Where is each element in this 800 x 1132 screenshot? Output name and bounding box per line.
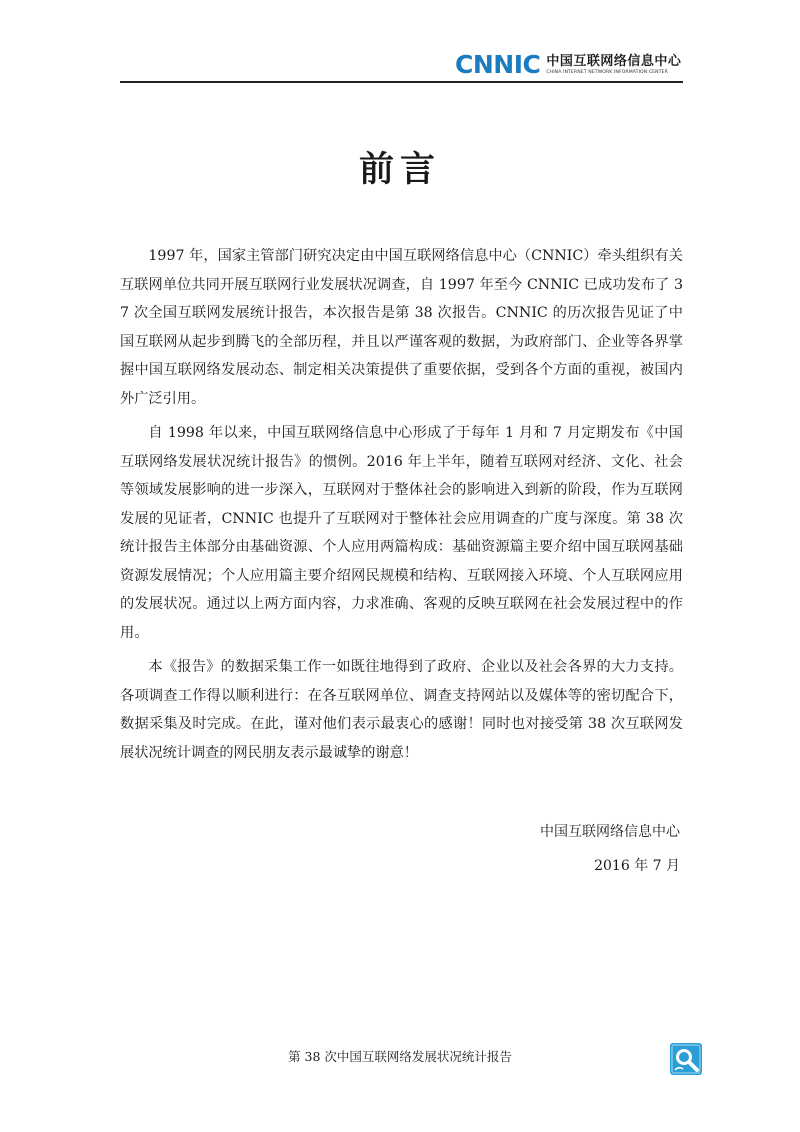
brand-text — [546, 54, 681, 76]
brand-mark-prefix: CNN — [455, 50, 514, 79]
header-divider — [120, 81, 683, 83]
signature-block — [540, 815, 680, 883]
brand-mark-suffix: IC — [513, 50, 541, 79]
page-title: 前言 — [358, 149, 441, 190]
paragraph-3: 本《报告》的数据采集工作一如既往地得到了政府、企业以及社会各界的大力支持。各项调查工作得以顺利进行：在各互联网单位、调查支持网站以及媒体等的密切配合下，数据采集及时完成。在此，谨对他们表示最衷心的感谢！同时也对接受第 38 次互联网发展状况统计调查的网民朋友表示最诚挚的谢意！ — [120, 659, 683, 761]
footer-report-title: 第 38 次中国互联网络发展状况统计报告 — [288, 1049, 512, 1064]
paragraph-1: 1997 年，国家主管部门研究决定由中国互联网络信息中心（CNNIC）牵头组织有关互联网单位共同开展互联网行业发展状况调查，自 1997 年至今 CNNIC 已成功发布了 37 次全国互联网发展统计报告，本次报告是第 38 次报告。CNNIC 的历次报告见证了中国互联网从起步到腾飞的全部历程，并且以严谨客观的数据，为政府部门、企业等各界掌握中国互联网络发展动态、制定相关决策提供了重要依据，受到各个方面的重视，被国内外广泛引用。 — [120, 248, 683, 407]
cnnic-logo — [455, 51, 681, 79]
magnifier-logo-icon — [669, 1042, 703, 1076]
brand-mark — [455, 51, 540, 79]
org-name-cn: 中国互联网络信息中心 — [546, 54, 682, 69]
preface-body — [120, 242, 683, 773]
signature-date: 2016 年 7 月 — [594, 858, 680, 874]
paragraph-2: 自 1998 年以来，中国互联网络信息中心形成了于每年 1 月和 7 月定期发布《中国互联网络发展状况统计报告》的惯例。2016 年上半年，随着互联网对经济、文化、社会等领域发展影响的进一步深入，互联网对于整体社会的影响进入到新的阶段，作为互联网发展的见证者，CNNIC 也提升了互联网对于整体社会应用调查的广度与深度。第 38 次统计报告主体部分由基础资源、个人应用两篇构成：基础资源篇主要介绍中国互联网基础资源发展情况；个人应用篇主要介绍网民规模和结构、互联网接入环境、个人互联网应用的发展状况。通过以上两方面内容，力求准确、客观的反映互联网在社会发展过程中的作用。 — [120, 425, 683, 641]
signature-organization: 中国互联网络信息中心 — [540, 824, 680, 840]
org-name-en: CHINA INTERNET NETWORK INFORMATION CENTER — [546, 70, 668, 75]
